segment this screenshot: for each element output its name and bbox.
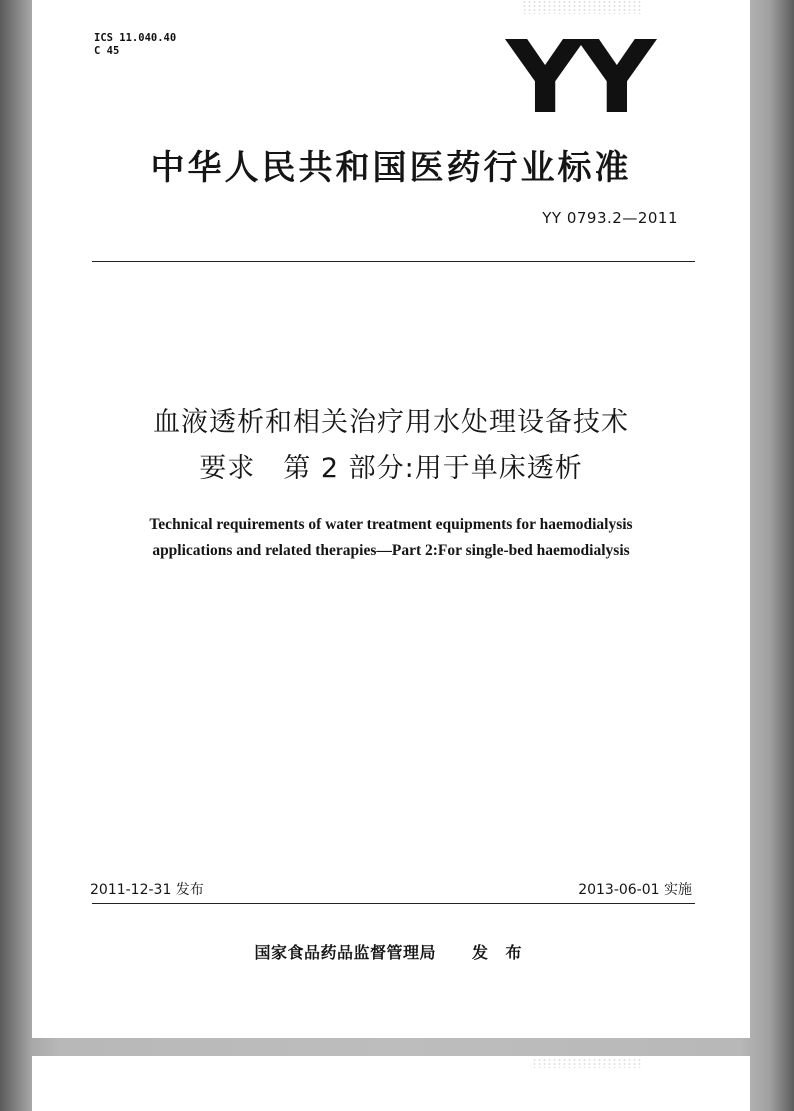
english-title-line: applications and related therapies—Part 2:For single-bed haemodialysis: [152, 542, 630, 559]
next-page: [32, 1056, 750, 1111]
chinese-title-line: 血液透析和相关治疗用水处理设备技术: [153, 407, 629, 438]
standard-number: YY 0793.2—2011: [542, 209, 678, 227]
ics-code: ICS 11.040.40: [94, 32, 177, 44]
issue-date: 2011-12-31 发布: [90, 882, 204, 898]
footer-divider: [92, 903, 695, 904]
scan-speckle: [532, 1058, 642, 1068]
publisher-line: [32, 940, 750, 963]
standard-category-title: 中华人民共和国医药行业标准: [150, 148, 632, 188]
ccs-code: C 45: [94, 45, 120, 57]
chinese-title-line: 要求 第 2 部分:用于单床透析: [199, 453, 583, 484]
classification-codes: [94, 32, 176, 58]
header-divider: [92, 261, 695, 262]
publisher-name: 国家食品药品监督管理局: [254, 943, 436, 962]
english-title: [32, 512, 750, 564]
english-title-line: Technical requirements of water treatment equipments for haemodialysis: [149, 516, 633, 533]
publisher-verb: 发 布: [471, 943, 528, 962]
implementation-date: 2013-06-01 实施: [578, 882, 692, 898]
document-page: [32, 0, 750, 1038]
scan-speckle: [522, 0, 642, 14]
standard-logo: YY: [506, 19, 650, 136]
chinese-title: [32, 400, 750, 492]
